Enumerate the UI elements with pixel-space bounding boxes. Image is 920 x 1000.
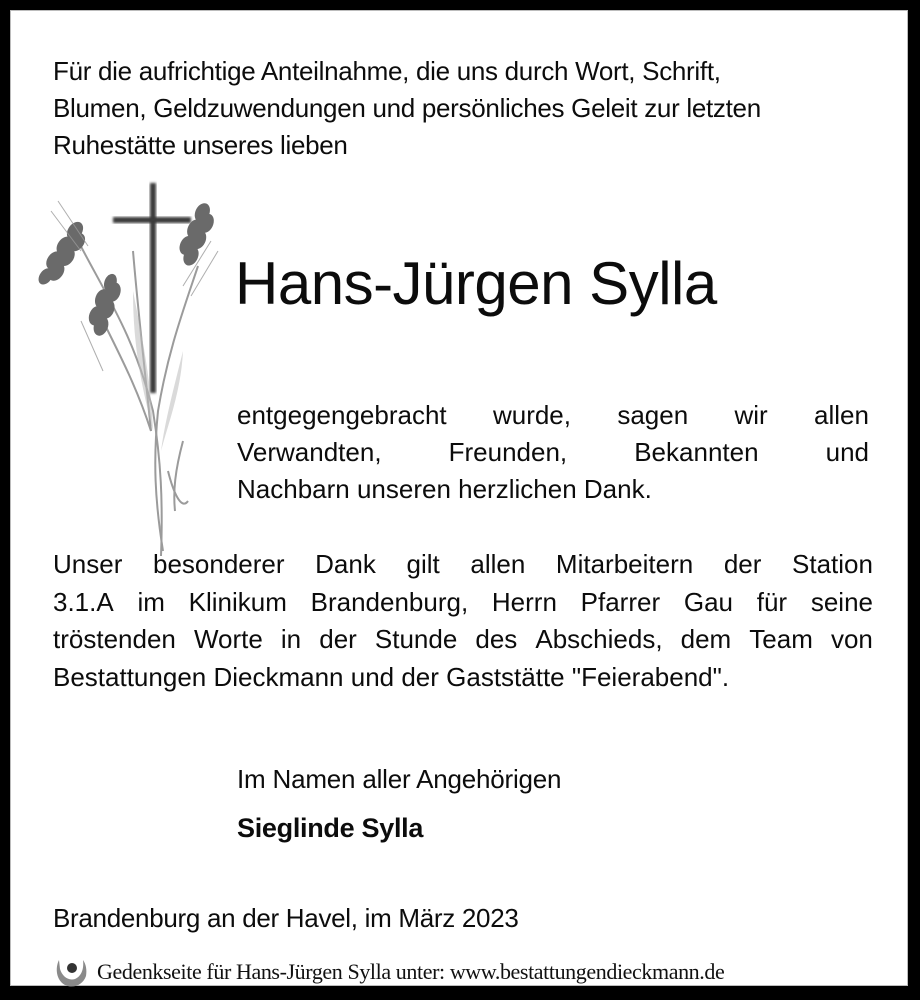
special-thanks-text — [53, 546, 873, 696]
special-thanks-line — [53, 546, 873, 584]
intro-line: Für die aufrichtige Anteilnahme, die uns durch Wort, Schrift, — [53, 56, 721, 86]
word: dem — [680, 624, 732, 654]
signer-name: Sieglinde Sylla — [237, 813, 424, 843]
word: Verwandten, — [237, 437, 382, 467]
intro-line: Ruhestätte unseres lieben — [53, 130, 348, 160]
deceased-name: Hans-Jürgen Sylla — [235, 250, 717, 317]
memorial-page-footer — [53, 951, 724, 993]
thanks-line — [237, 434, 869, 471]
word: gilt — [406, 549, 440, 579]
word: Team — [749, 624, 813, 654]
word: Dank — [315, 549, 376, 579]
obituary-notice — [10, 10, 908, 986]
word: entgegengebracht — [237, 400, 447, 430]
word: Pfarrer — [580, 586, 661, 617]
word: in — [280, 624, 302, 654]
special-thanks-line — [53, 621, 873, 659]
word: von — [830, 624, 873, 654]
word: Stunde — [374, 624, 458, 654]
word: Klinikum — [188, 586, 287, 617]
special-thanks-line — [53, 659, 873, 697]
word: Unser — [53, 549, 123, 579]
word: wurde, — [492, 400, 571, 430]
word: der — [723, 549, 762, 579]
word: tröstenden — [53, 624, 176, 654]
word: Freunden, — [448, 437, 568, 467]
memorial-logo-icon — [53, 954, 89, 990]
on-behalf-text: Im Namen aller Angehörigen — [237, 764, 562, 794]
word: Bekannten — [634, 437, 759, 467]
word: Brandenburg, — [310, 586, 469, 617]
special-thanks-line — [53, 584, 873, 622]
word: der — [319, 624, 357, 654]
word: sagen — [617, 400, 689, 430]
word: im — [137, 586, 165, 617]
word: allen — [470, 549, 526, 579]
intro-line: Blumen, Geldzuwendungen und persönliches Geleit zur letzten — [53, 93, 761, 123]
word: Gau — [683, 586, 734, 617]
word: Abschieds, — [535, 624, 663, 654]
thanks-line — [237, 397, 869, 434]
word: allen — [814, 400, 869, 430]
word: wir — [734, 400, 768, 430]
word: Worte — [193, 624, 263, 654]
word: Nachbarn unseren herzlichen Dank. — [237, 474, 652, 504]
word: Bestattungen Dieckmann und der Gaststätte "Feierabend". — [53, 661, 730, 692]
word: und — [825, 437, 869, 467]
word: für — [756, 586, 788, 617]
word: Mitarbeitern — [555, 549, 694, 579]
word: seine — [810, 586, 873, 617]
word: des — [475, 624, 518, 654]
intro-text — [53, 53, 883, 164]
thanks-text — [237, 397, 869, 508]
word: 3.1.A — [53, 586, 114, 617]
word: Station — [792, 549, 873, 579]
word: besonderer — [152, 549, 285, 579]
memorial-page-link[interactable]: Gedenkseite für Hans-Jürgen Sylla unter: www.bestattungendieckmann.de — [97, 959, 725, 984]
word: Herrn — [491, 586, 557, 617]
thanks-line — [237, 471, 869, 508]
cross-with-wheat-icon — [33, 171, 233, 561]
place-date: Brandenburg an der Havel, im März 2023 — [53, 903, 519, 933]
